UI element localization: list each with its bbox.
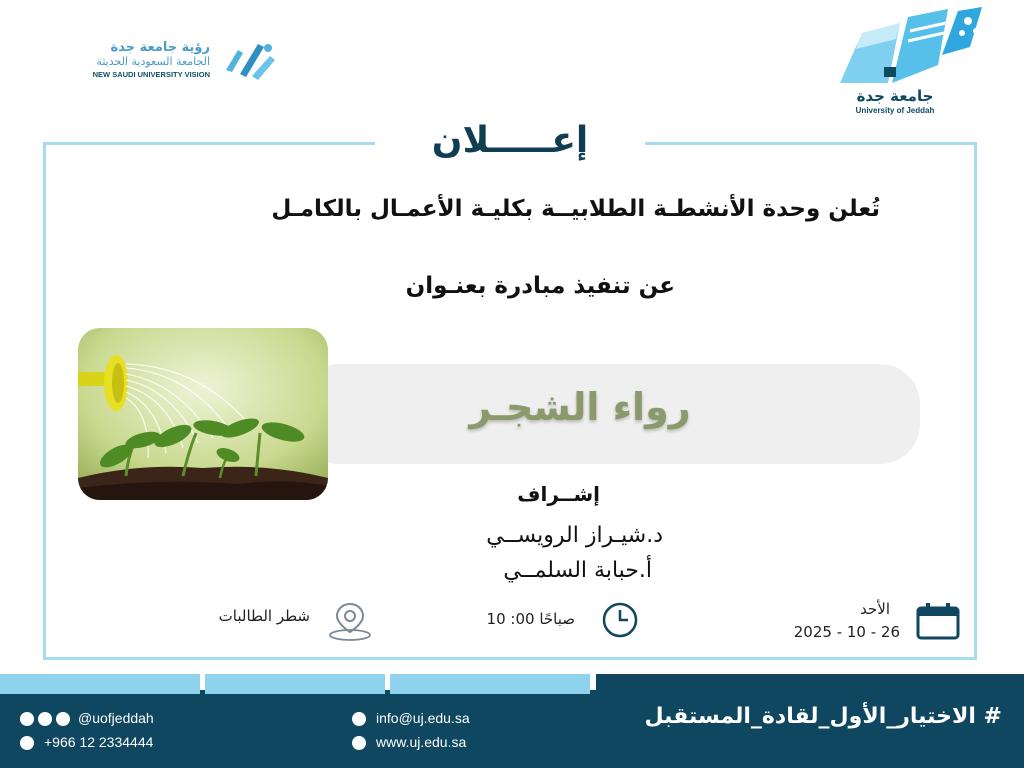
- footer: [0, 674, 1024, 768]
- announcement-heading: إعـــــلان: [431, 120, 589, 161]
- footer-stripe: [596, 674, 1024, 694]
- footer-stripe: [205, 674, 385, 694]
- instagram-icon[interactable]: [20, 712, 34, 726]
- supervisor-2: أ.حبابة السلمــي: [503, 558, 652, 583]
- youtube-icon[interactable]: [56, 712, 70, 726]
- supervisor-1: د.شيـراز الرويســي: [486, 523, 663, 548]
- vision-title-ar: رؤية جامعة جدة: [110, 40, 210, 55]
- university-logo: [830, 5, 990, 120]
- email-address[interactable]: info@uj.edu.sa: [376, 710, 470, 726]
- twitter-icon[interactable]: [38, 712, 52, 726]
- initiative-title: رواء الشجـر: [469, 385, 691, 429]
- website-link[interactable]: www.uj.edu.sa: [376, 734, 467, 750]
- location-pin-icon: [325, 600, 375, 642]
- day-text: الأحد: [860, 600, 890, 618]
- seedlings-photo: [78, 328, 328, 500]
- footer-stripe: [0, 674, 200, 694]
- vision-title-en: NEW SAUDI UNIVERSITY VISION: [92, 70, 210, 79]
- globe-icon: [352, 736, 366, 750]
- phone-number[interactable]: +966 12 2334444: [44, 734, 154, 750]
- calendar-icon: [914, 600, 962, 642]
- social-handle[interactable]: @uofjeddah: [78, 710, 154, 726]
- university-name-ar: جامعة جدة: [856, 87, 934, 105]
- vision-logo: [40, 40, 280, 90]
- date-text: 2025 - 10 - 26: [793, 623, 900, 641]
- university-emblem-icon: [830, 5, 990, 85]
- announcement-line-1: تُعلن وحدة الأنشطـة الطلابيــة بكليـة الأعمـال بالكامـل: [271, 196, 880, 222]
- vision-subtitle-ar: الجامعة السعودية الحديثة: [96, 55, 210, 68]
- footer-stripe: [390, 674, 590, 694]
- university-name-en: University of Jeddah: [855, 106, 935, 115]
- clock-icon: [598, 601, 642, 639]
- phone-icon: [20, 736, 34, 750]
- vision-mark-icon: [218, 40, 278, 85]
- hashtag-slogan: # الاختيار_الأول_لقادة_المستقبل: [644, 704, 1002, 729]
- footer-background: [0, 690, 1024, 768]
- time-text: 10 :00 صباحًا: [486, 610, 575, 628]
- supervision-label: إشــراف: [517, 482, 600, 506]
- seedlings-illustration: [78, 328, 328, 500]
- announcement-line-2: عن تنفيذ مبادرة بعنـوان: [405, 273, 675, 299]
- email-icon: [352, 712, 366, 726]
- location-text: شطر الطالبات: [218, 607, 310, 625]
